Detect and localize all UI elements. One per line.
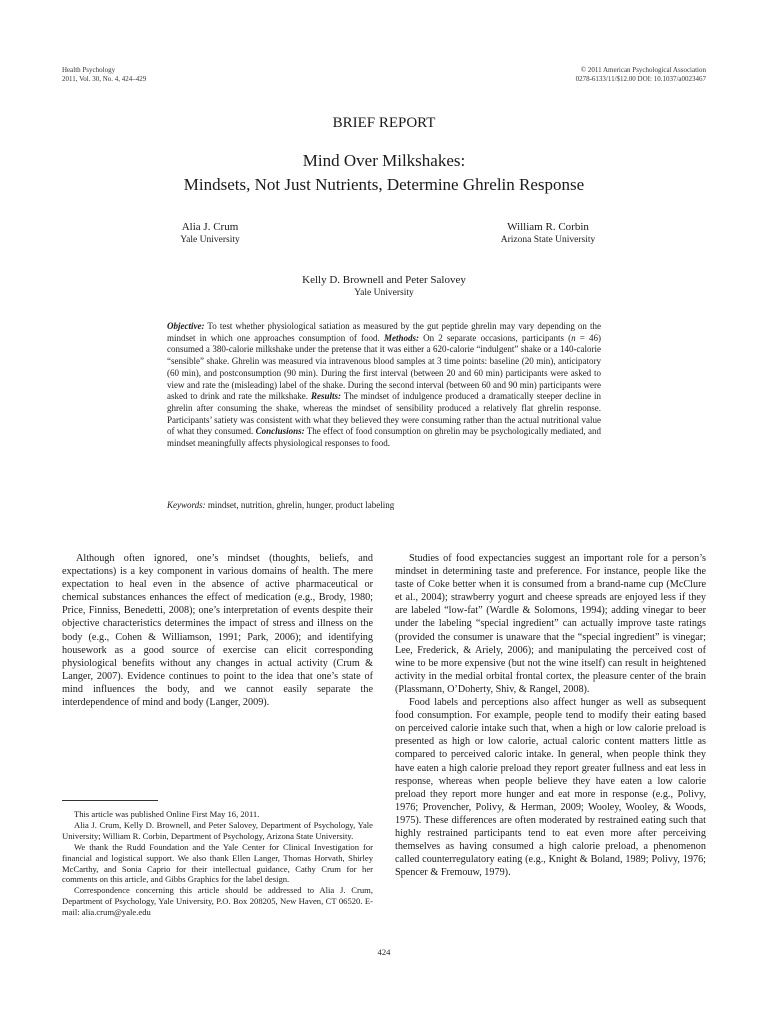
author-affiliation: Yale University: [180, 235, 240, 245]
volume-info: 2011, Vol. 30, No. 4, 424–429: [62, 74, 147, 83]
footnote-acknowledgments: We thank the Rudd Foundation and the Yale Center for Clinical Investigation for financial and logistical support. We also thank Ellen Langer, Thomas Horvath, Shirley McCarthy, and Sonia Caprio for their intellectual guidance, Cathy Crum for her comments on this article, and Gibbs Graphics for the label design.: [62, 841, 373, 885]
copyright-line: © 2011 American Psychological Association: [580, 66, 706, 74]
abstract-results: The mindset of indulgence produced a dramatically steeper decline in ghrelin after consuming the shake, whereas the mindset of sensibility produced a relatively flat ghrelin response. Participants’ satiety was consistent with what they believed they were consuming rather than the actual nutritional value of what they consumed.: [167, 391, 601, 437]
abstract-methods-label: Methods:: [383, 332, 419, 343]
page-number: 424: [377, 947, 391, 957]
keywords-label: Keywords:: [167, 500, 206, 510]
abstract-n-symbol: n: [571, 332, 576, 343]
author-name: William R. Corbin: [507, 221, 589, 233]
doi-line: 0278-6133/11/$12.00 DOI: 10.1037/a0023467: [575, 74, 706, 83]
abstract-objective-label: Objective:: [167, 321, 205, 331]
abstract-conclusions-label: Conclusions:: [255, 426, 305, 437]
body-column-right: [395, 552, 706, 879]
footnotes: [62, 809, 373, 918]
abstract: [167, 321, 601, 450]
author-block-brownell-salovey: [234, 274, 534, 299]
author-affiliation: Yale University: [354, 288, 414, 298]
author-block-corbin: [478, 221, 618, 246]
author-name: Kelly D. Brownell and Peter Salovey: [302, 274, 466, 286]
abstract-methods-a: On 2 separate occasions, participants (: [418, 332, 572, 343]
author-affiliation: Arizona State University: [500, 235, 596, 245]
footnote-correspondence: Correspondence concerning this article should be addressed to Alia J. Crum, Department of Psychology, Yale University, P.O. Box 208205, New Haven, CT 06520. E-mail: alia.crum@yale.edu: [62, 885, 373, 918]
abstract-conclusions: The effect of food consumption on ghrelin may be psychologically mediated, and mindset meaningfully affects physiological responses to food.: [167, 426, 601, 449]
footnote-online-first: This article was published Online First May 16, 2011.: [74, 809, 260, 819]
abstract-results-label: Results:: [311, 391, 342, 402]
keywords-list: mindset, nutrition, ghrelin, hunger, product labeling: [205, 500, 395, 510]
body-paragraph: Although often ignored, one’s mindset (thoughts, beliefs, and expectations) is a key component in various domains of health. The mere expectation to heal even in the absence of active pharmaceutical or chemical substances enhances the effect of medication (e.g., Brody, 1980; Price, Finniss, Benedetti, 2008); one’s interpretation of events despite their objective characteristics determines the impact of stress and illness on the body (e.g., Cohen & Williamson, 1991; Park, 2006); and identifying housework as a good source of exercise can elicit corresponding physiological benefits without any changes in actual activity (Crum & Langer, 2007). Evidence continues to point to the idea that one’s state of mind influences the body, and we cannot easily separate the interdependence of mind and body (Langer, 2009).: [62, 553, 373, 709]
article-title-line-2: Mindsets, Not Just Nutrients, Determine Ghrelin Response: [183, 175, 585, 194]
running-header-right: [576, 66, 706, 83]
article-title-line-1: Mind Over Milkshakes:: [302, 151, 466, 170]
journal-name: Health Psychology: [62, 66, 116, 74]
author-name: Alia J. Crum: [181, 221, 239, 233]
body-paragraph: Food labels and perceptions also affect hunger as well as subsequent food consumption. For example, people tend to modify their eating based on perceived calorie intake such that, when a high or low calorie preload is presented as high or low calorie, actual caloric content matters little as compared to perceived caloric intake. In general, when people think they have eaten a high calorie preload they report greater fullness and eat less in response, whereas when people believe they have eaten a low calorie preload they report more hunger and eat more in response (e.g., Polivy, 1976; Provencher, Polivy, & Herman, 2009; Wooley, Wooley, & Woods, 1975). These differences are often moderated by restrained eating such that highly restrained participants tend to eat even more after perceiving themselves as having consumed a high calorie preload, a phenomenon called counterregulatory eating (e.g., Knight & Boland, 1989; Polivy, 1976; Spencer & Fremouw, 1979).: [395, 697, 706, 879]
running-header-left: [62, 66, 146, 83]
keywords: [167, 500, 601, 512]
abstract-objective: To test whether physiological satiation as measured by the gut peptide ghrelin may vary depending on the mindset in which one approaches consumption of food.: [167, 321, 601, 343]
footnote-divider: [62, 800, 158, 801]
abstract-methods-b: = 46) consumed a 380-calorie milkshake under the pretense that it was either a 620-calorie “indulgent” shake or a 140-calorie “sensible” shake. Ghrelin was measured via intravenous blood samples at 3 time points: baseline (20 min), anticipatory (60 min), and postconsumption (90 min). During the first interval (between 20 and 60 min) participants were asked to view and rate the (misleading) label of the shake. During the second interval (between 60 and 90 min) participants were asked to drink and rate the milkshake.: [167, 332, 601, 402]
section-label: BRIEF REPORT: [332, 115, 436, 131]
author-block-crum: [160, 221, 260, 246]
body-column-left: [62, 552, 373, 709]
body-paragraph: Studies of food expectancies suggest an important role for a person’s mindset in determining taste and preference. For instance, people like the taste of Coke better when it is consumed from a brand-name cup (McClure et al., 2004); strawberry yogurt and cheese spreads are enjoyed less if they are labeled “low-fat” (Wardle & Solomons, 1994); adding vinegar to beer under the labeling “special ingredient” can actually improve taste ratings (provided the consumer is unaware that the “special ingredient” is vinegar; Lee, Frederick, & Ariely, 2006); and manipulating the perceived cost of wine to be more expensive (but not the wine itself) can result in heightened activity in the medial orbital frontal cortex, the pleasure center of the brain (Plassmann, O’Doherty, Shiv, & Rangel, 2008).: [395, 553, 706, 695]
footnote-affiliations: Alia J. Crum, Kelly D. Brownell, and Peter Salovey, Department of Psychology, Yale University; William R. Corbin, Department of Psychology, Arizona State University.: [62, 819, 373, 841]
